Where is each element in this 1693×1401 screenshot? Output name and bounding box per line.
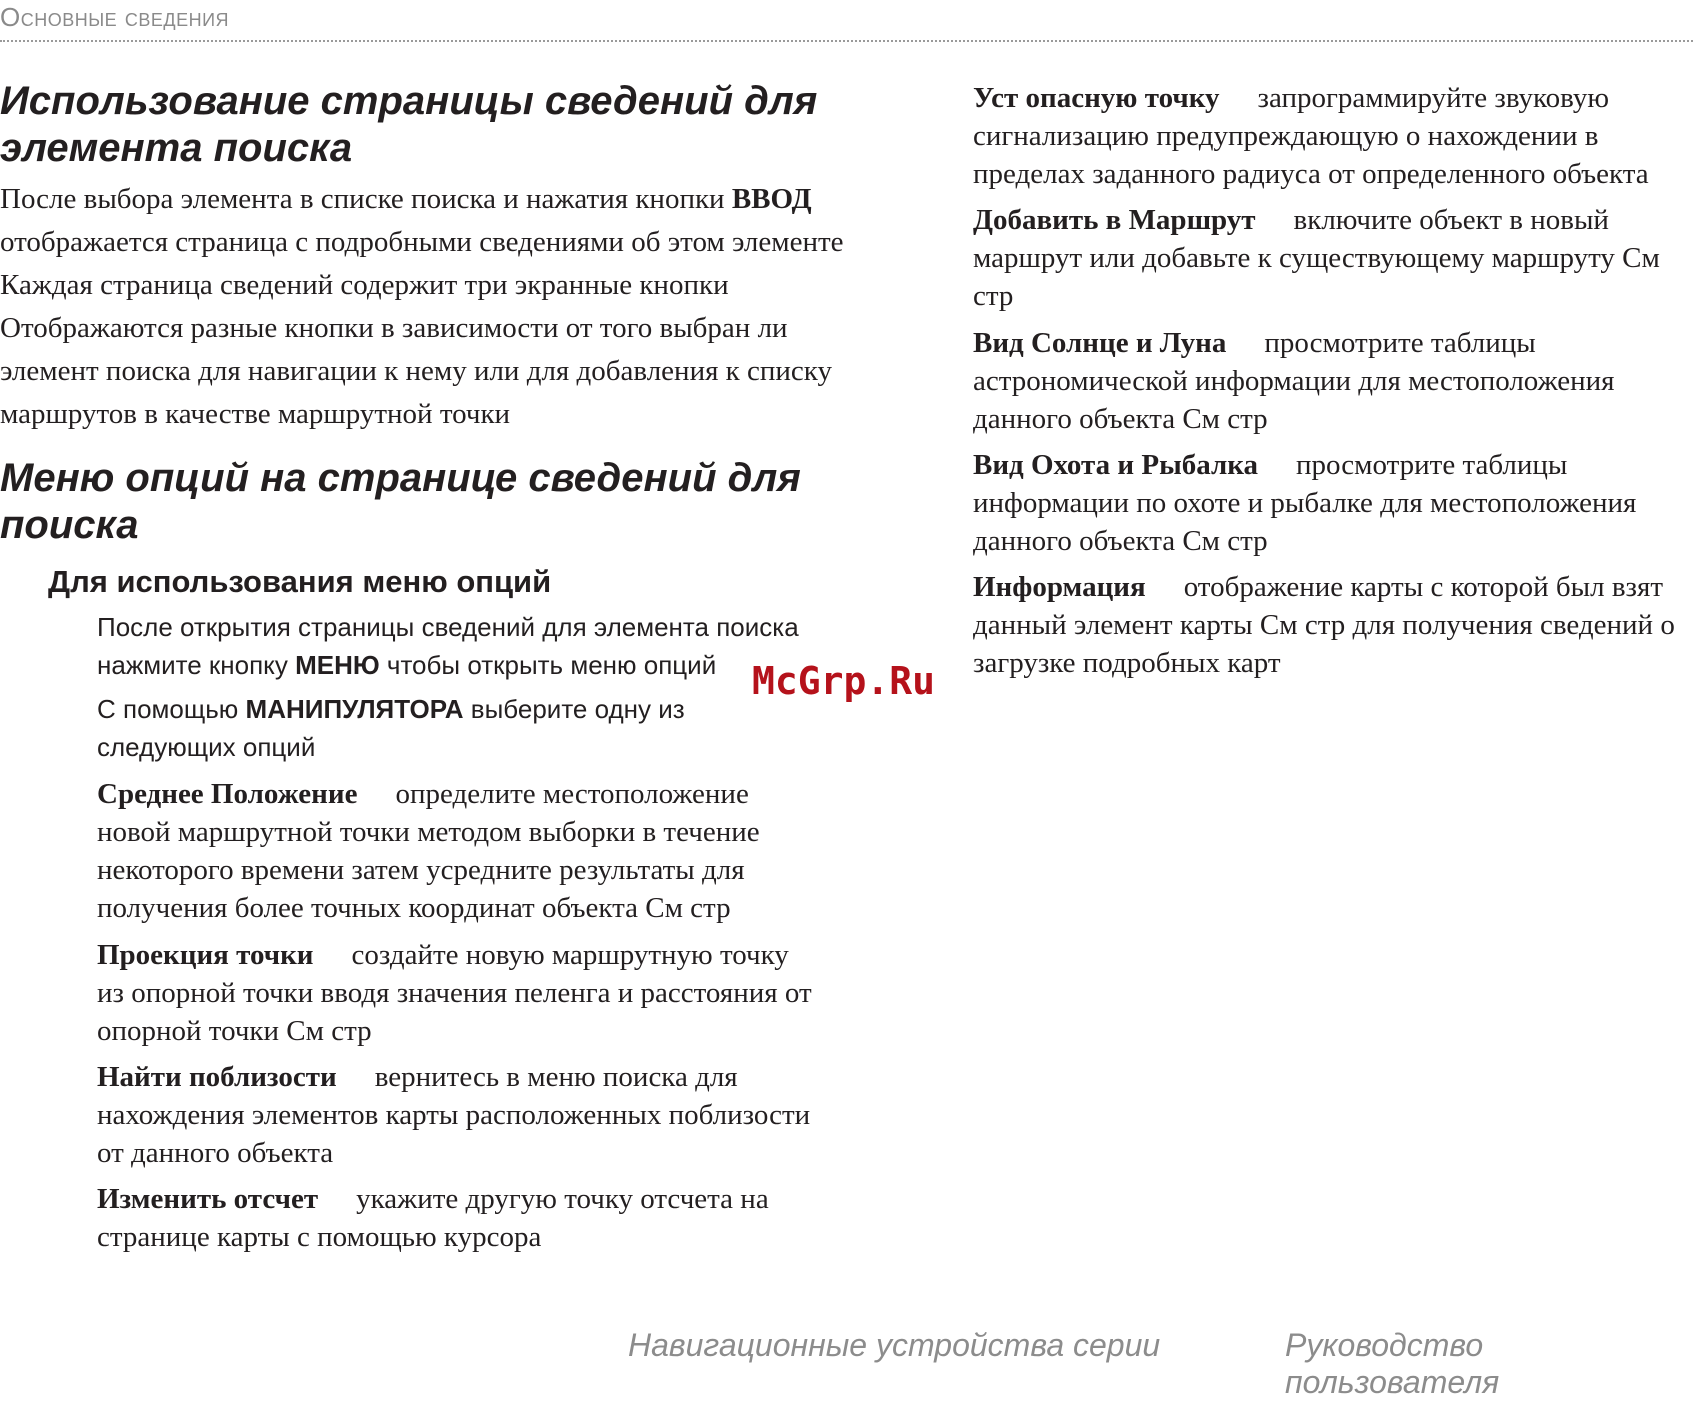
section1-heading: Использование страницы сведений для элемента поиска <box>0 79 818 170</box>
option-description: вернитесь в меню поиска для нахождения элементов карты расположенных поблизости от данного объекта <box>97 1061 811 1169</box>
option-item-information <box>973 568 1693 682</box>
footer-manual-title: Руководство пользователя <box>1285 1327 1500 1400</box>
option-term: Добавить в Маршрут <box>973 204 1256 236</box>
step2-text-part1: С помощью <box>97 694 246 724</box>
option-item-project-waypoint <box>97 936 817 1050</box>
intro-key-name: ВВОД <box>731 183 812 215</box>
step2-key-name: МАНИПУЛЯТОРА <box>245 694 464 724</box>
header-dotted-rule <box>0 40 1693 42</box>
option-term: Найти поблизости <box>97 1061 337 1093</box>
option-item-average-position <box>97 775 817 927</box>
option-description: запрограммируйте звуковую сигнализацию предупреждающую о нахождении в пределах заданного радиуса от определенного объекта <box>973 82 1649 190</box>
option-item-hunt-and-fish <box>973 446 1693 560</box>
option-term: Вид Охота и Рыбалка <box>973 449 1259 481</box>
procedure-step-1 <box>97 608 817 684</box>
option-term: Проекция точки <box>97 939 314 971</box>
option-description: отображение карты с которой был взят данный элемент карты См стр для получения сведений о загрузке подробных карт <box>973 571 1675 679</box>
option-description: просмотрите таблицы астрономической информации для местоположения данного объекта См стр <box>973 327 1615 435</box>
option-description: просмотрите таблицы информации по охоте и рыбалке для местоположения данного объекта См стр <box>973 449 1637 557</box>
step1-text-part1: После открытия страницы сведений для элемента поиска нажмите кнопку <box>97 612 799 680</box>
option-description: определите местоположение новой маршрутной точки методом выборки в течение некоторого времени затем усредните результаты для получения более точных координат объекта См стр <box>97 778 760 924</box>
procedure-step-2 <box>97 690 817 766</box>
option-description: создайте новую маршрутную точку из опорной точки вводя значения пеленга и расстояния от опорной точки См стр <box>97 939 812 1047</box>
site-watermark: McGrp.Ru <box>752 659 936 703</box>
section1-intro-paragraph <box>0 178 870 436</box>
option-item-set-proximity <box>973 79 1693 193</box>
section2-heading: Меню опций на странице сведений для поиска <box>0 456 801 547</box>
footer-product-series: Навигационные устройства серии <box>628 1327 1161 1363</box>
option-item-add-to-route <box>973 201 1693 315</box>
option-term: Уст опасную точку <box>973 82 1220 114</box>
procedure-subheading: Для использования меню опций <box>48 564 552 599</box>
option-description: укажите другую точку отсчета на странице карты с помощью курсора <box>97 1183 769 1253</box>
option-item-change-reference <box>97 1180 817 1256</box>
option-description: включите объект в новый маршрут или добавьте к существующему маршруту См стр <box>973 204 1660 312</box>
intro-text-part1: После выбора элемента в списке поиска и нажатия кнопки <box>0 183 732 215</box>
intro-text-part2: отображается страница с подробными сведениями об этом элементе Каждая страница сведений содержит три экранные кнопки Отображаются разные кнопки в зависимости от того выбран ли элемент поиска для навигации к нему или для добавления к списку маршрутов в качестве маршрутной точки <box>0 226 844 430</box>
option-term: Вид Солнце и Луна <box>973 327 1227 359</box>
option-item-find-near-here <box>97 1058 817 1172</box>
option-term: Информация <box>973 571 1146 603</box>
option-term: Среднее Положение <box>97 778 358 810</box>
option-item-sun-and-moon <box>973 324 1693 438</box>
page-header-title: Основные сведения <box>0 2 230 32</box>
step1-key-name: МЕНЮ <box>295 650 380 680</box>
step1-text-part2: чтобы открыть меню опций <box>379 650 717 680</box>
step2-text-part2: выберите одну из следующих опций <box>97 694 685 762</box>
option-term: Изменить отсчет <box>97 1183 319 1215</box>
